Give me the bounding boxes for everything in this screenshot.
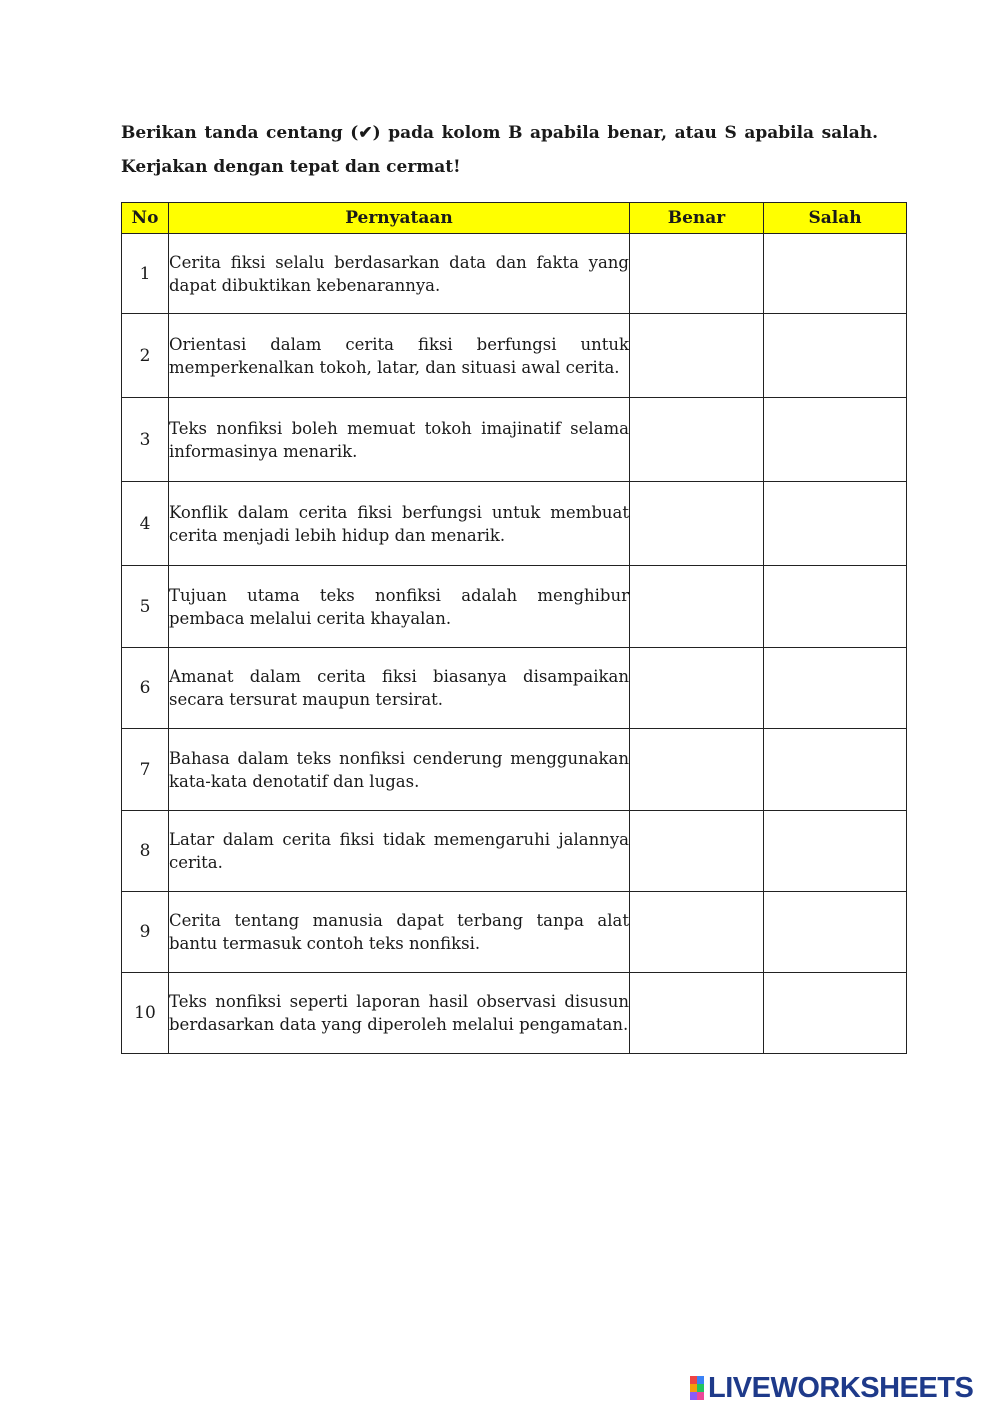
- table-row: [122, 398, 907, 482]
- row-statement: Latar dalam cerita fiksi tidak memengaruhi jalannya cerita.: [169, 811, 630, 892]
- row-number: 8: [122, 811, 169, 892]
- table-row: [122, 729, 907, 811]
- table-row: [122, 811, 907, 892]
- row-statement: Bahasa dalam teks nonfiksi cenderung menggunakan kata-kata denotatif dan lugas.: [169, 729, 630, 811]
- answer-true-cell[interactable]: [630, 482, 764, 566]
- table-row: [122, 892, 907, 973]
- liveworksheets-logo[interactable]: [690, 1374, 973, 1402]
- answer-true-cell[interactable]: [630, 398, 764, 482]
- answer-true-cell[interactable]: [630, 973, 764, 1054]
- row-statement: Orientasi dalam cerita fiksi berfungsi untuk memperkenalkan tokoh, latar, dan situasi awal cerita.: [169, 314, 630, 398]
- row-number: 3: [122, 398, 169, 482]
- answer-false-cell[interactable]: [764, 648, 907, 729]
- answer-true-cell[interactable]: [630, 648, 764, 729]
- answer-true-cell[interactable]: [630, 314, 764, 398]
- answer-false-cell[interactable]: [764, 729, 907, 811]
- row-statement: Cerita fiksi selalu berdasarkan data dan fakta yang dapat dibuktikan kebenarannya.: [169, 234, 630, 314]
- row-statement: Teks nonfiksi seperti laporan hasil observasi disusun berdasarkan data yang diperoleh melalui pengamatan.: [169, 973, 630, 1054]
- answer-false-cell[interactable]: [764, 482, 907, 566]
- table-header-row: [122, 203, 907, 234]
- answer-true-cell[interactable]: [630, 729, 764, 811]
- table-row: [122, 482, 907, 566]
- answer-true-cell[interactable]: [630, 566, 764, 648]
- answer-true-cell[interactable]: [630, 892, 764, 973]
- table-row: [122, 566, 907, 648]
- row-statement: Tujuan utama teks nonfiksi adalah menghibur pembaca melalui cerita khayalan.: [169, 566, 630, 648]
- header-true: Benar: [630, 203, 764, 234]
- row-number: 1: [122, 234, 169, 314]
- answer-true-cell[interactable]: [630, 234, 764, 314]
- row-number: 2: [122, 314, 169, 398]
- instruction-text: Berikan tanda centang (✔) pada kolom B apabila benar, atau S apabila salah. Kerjakan dengan tepat dan cermat!: [121, 123, 878, 177]
- row-number: 7: [122, 729, 169, 811]
- answer-false-cell[interactable]: [764, 973, 907, 1054]
- table-row: [122, 973, 907, 1054]
- row-number: 4: [122, 482, 169, 566]
- liveworksheets-logo-icon: [690, 1376, 704, 1400]
- answer-false-cell[interactable]: [764, 314, 907, 398]
- table-row: [122, 648, 907, 729]
- header-statement: Pernyataan: [169, 203, 630, 234]
- true-false-table: [121, 202, 907, 1054]
- row-statement: Cerita tentang manusia dapat terbang tanpa alat bantu termasuk contoh teks nonfiksi.: [169, 892, 630, 973]
- answer-false-cell[interactable]: [764, 811, 907, 892]
- header-no: No: [122, 203, 169, 234]
- row-statement: Teks nonfiksi boleh memuat tokoh imajinatif selama informasinya menarik.: [169, 398, 630, 482]
- table-row: [122, 314, 907, 398]
- row-number: 5: [122, 566, 169, 648]
- row-number: 6: [122, 648, 169, 729]
- header-false: Salah: [764, 203, 907, 234]
- row-statement: Amanat dalam cerita fiksi biasanya disampaikan secara tersurat maupun tersirat.: [169, 648, 630, 729]
- answer-false-cell[interactable]: [764, 234, 907, 314]
- row-number: 10: [122, 973, 169, 1054]
- answer-false-cell[interactable]: [764, 566, 907, 648]
- answer-false-cell[interactable]: [764, 892, 907, 973]
- table-row: [122, 234, 907, 314]
- logo-text: LIVEWORKSHEETS: [708, 1372, 974, 1404]
- answer-true-cell[interactable]: [630, 811, 764, 892]
- answer-false-cell[interactable]: [764, 398, 907, 482]
- row-statement: Konflik dalam cerita fiksi berfungsi untuk membuat cerita menjadi lebih hidup dan menarik.: [169, 482, 630, 566]
- row-number: 9: [122, 892, 169, 973]
